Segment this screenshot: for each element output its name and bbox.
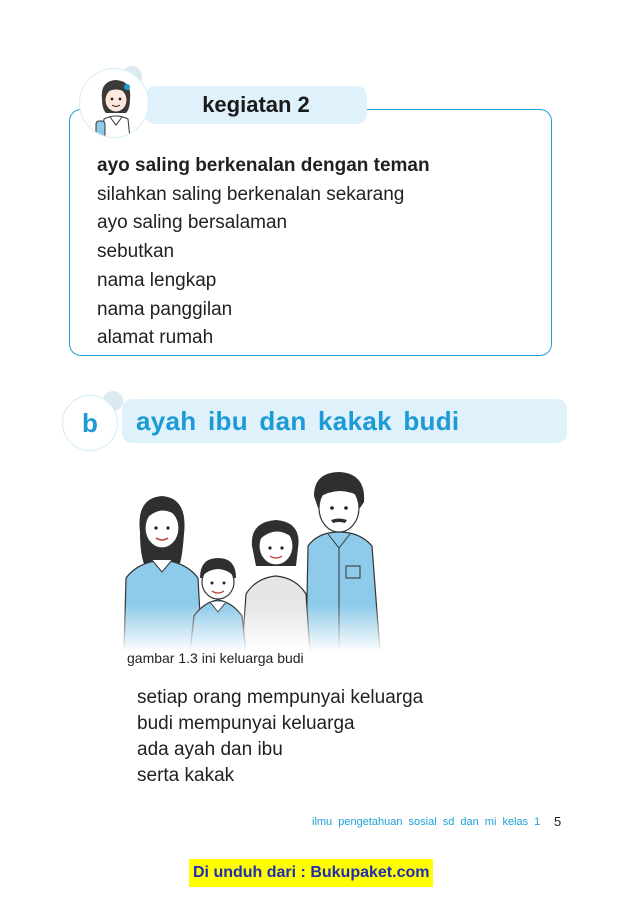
- activity-line: ayo saling bersalaman: [97, 212, 288, 234]
- activity-title: kegiatan 2: [202, 92, 310, 117]
- figure-caption: gambar 1.3 ini keluarga budi: [127, 650, 304, 666]
- section-letter: b: [82, 407, 98, 438]
- student-avatar: [79, 68, 149, 138]
- body-line: serta kakak: [137, 765, 235, 786]
- family-illustration: [118, 462, 398, 652]
- student-girl-icon: [80, 69, 149, 138]
- download-link[interactable]: Di unduh dari : Bukupaket.com: [189, 859, 433, 887]
- student-avatar-circle: [79, 68, 149, 138]
- body-line: setiap orang mempunyai keluarga: [137, 687, 424, 708]
- page-number: 5: [554, 814, 562, 829]
- body-line: ada ayah dan ibu: [137, 739, 283, 760]
- body-line: budi mempunyai keluarga: [137, 713, 355, 734]
- activity-line: alamat rumah: [97, 327, 214, 349]
- activity-line: nama lengkap: [97, 269, 217, 291]
- running-footer: ilmu pengetahuan sosial sd dan mi kelas 1: [312, 816, 541, 828]
- activity-line: sebutkan: [97, 241, 175, 263]
- activity-line: silahkan saling berkenalan sekarang: [97, 183, 405, 205]
- section-title: ayah ibu dan kakak budi: [136, 405, 460, 436]
- body-text: [137, 685, 423, 789]
- activity-line: nama panggilan: [97, 298, 233, 320]
- activity-instructions: [97, 152, 430, 353]
- activity-line: ayo saling berkenalan dengan teman: [97, 155, 430, 176]
